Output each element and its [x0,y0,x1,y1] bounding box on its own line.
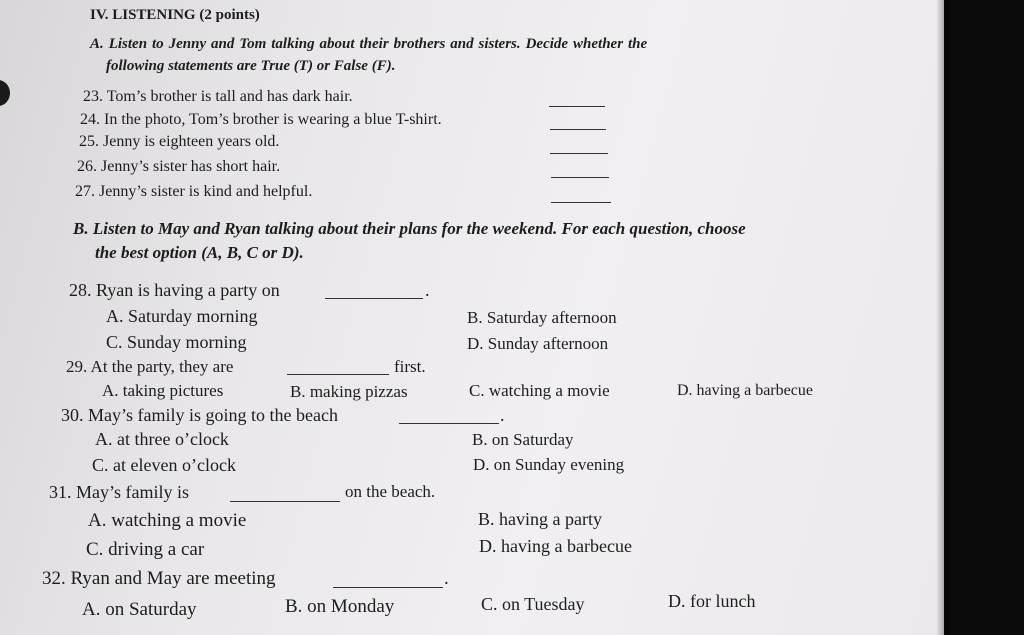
question-32-option-a[interactable]: A. on Saturday [82,599,197,620]
question-30-stem: 30. May’s family is going to the beach [61,405,338,425]
part-a-instruction-line2: following statements are True (T) or False (F). [106,58,396,74]
question-31-option-b[interactable]: B. having a party [478,509,602,529]
answer-blank-26[interactable] [551,177,609,178]
question-32-option-d[interactable]: D. for lunch [668,591,756,611]
statement-27: 27. Jenny’s sister is kind and helpful. [75,183,313,200]
question-30-option-d[interactable]: D. on Sunday evening [473,455,625,474]
question-32-option-c[interactable]: C. on Tuesday [481,594,585,614]
question-30-blank[interactable] [399,423,499,424]
question-28-option-b[interactable]: B. Saturday afternoon [467,308,617,327]
question-31-option-a[interactable]: A. watching a movie [88,510,247,531]
section-title: IV. LISTENING (2 points) [90,7,260,23]
question-29-option-a[interactable]: A. taking pictures [102,381,224,400]
question-30-option-b[interactable]: B. on Saturday [472,430,574,449]
part-b-instruction-line2: the best option (A, B, C or D). [95,243,304,262]
question-29-blank[interactable] [287,374,389,375]
question-28-option-d[interactable]: D. Sunday afternoon [467,334,609,353]
question-28-blank[interactable] [325,298,423,299]
answer-blank-24[interactable] [550,129,606,130]
question-29-option-c[interactable]: C. watching a movie [469,381,610,400]
question-29-stem: 29. At the party, they are [66,357,234,376]
question-28-option-a[interactable]: A. Saturday morning [106,306,258,326]
question-30-stem-end: . [500,405,505,425]
question-30-option-c[interactable]: C. at eleven o’clock [92,455,236,475]
question-31-blank[interactable] [230,501,340,502]
answer-blank-23[interactable] [549,106,605,107]
paper-edge-shadow [936,0,950,635]
question-31-option-d[interactable]: D. having a barbecue [479,536,632,556]
statement-23: 23. Tom’s brother is tall and has dark hair. [83,88,353,105]
part-a-instruction-line1: A. Listen to Jenny and Tom talking about their brothers and sisters. Decide whether the [90,36,648,52]
answer-blank-25[interactable] [550,153,608,154]
question-29-option-b[interactable]: B. making pizzas [290,382,408,401]
question-32-blank[interactable] [333,587,443,588]
question-29-stem-end: first. [394,357,426,376]
part-b-instruction-line1: B. Listen to May and Ryan talking about their plans for the weekend. For each question, choose [73,219,746,238]
question-32-option-b[interactable]: B. on Monday [285,596,395,617]
statement-25: 25. Jenny is eighteen years old. [79,133,280,150]
statement-26: 26. Jenny’s sister has short hair. [77,158,281,175]
question-28-option-c[interactable]: C. Sunday morning [106,332,247,352]
question-31-stem: 31. May’s family is [49,482,189,502]
question-29-option-d[interactable]: D. having a barbecue [677,382,813,399]
question-30-option-a[interactable]: A. at three o’clock [95,429,229,449]
question-31-option-c[interactable]: C. driving a car [86,539,205,560]
answer-blank-27[interactable] [551,202,611,203]
statement-24: 24. In the photo, Tom’s brother is wearing a blue T-shirt. [80,111,442,128]
dark-blob [0,80,10,106]
question-28-stem-end: . [425,280,430,300]
question-32-stem-end: . [444,568,449,589]
question-32-stem: 32. Ryan and May are meeting [42,568,276,589]
question-28-stem: 28. Ryan is having a party on [69,280,280,300]
question-31-stem-end: on the beach. [345,482,436,501]
